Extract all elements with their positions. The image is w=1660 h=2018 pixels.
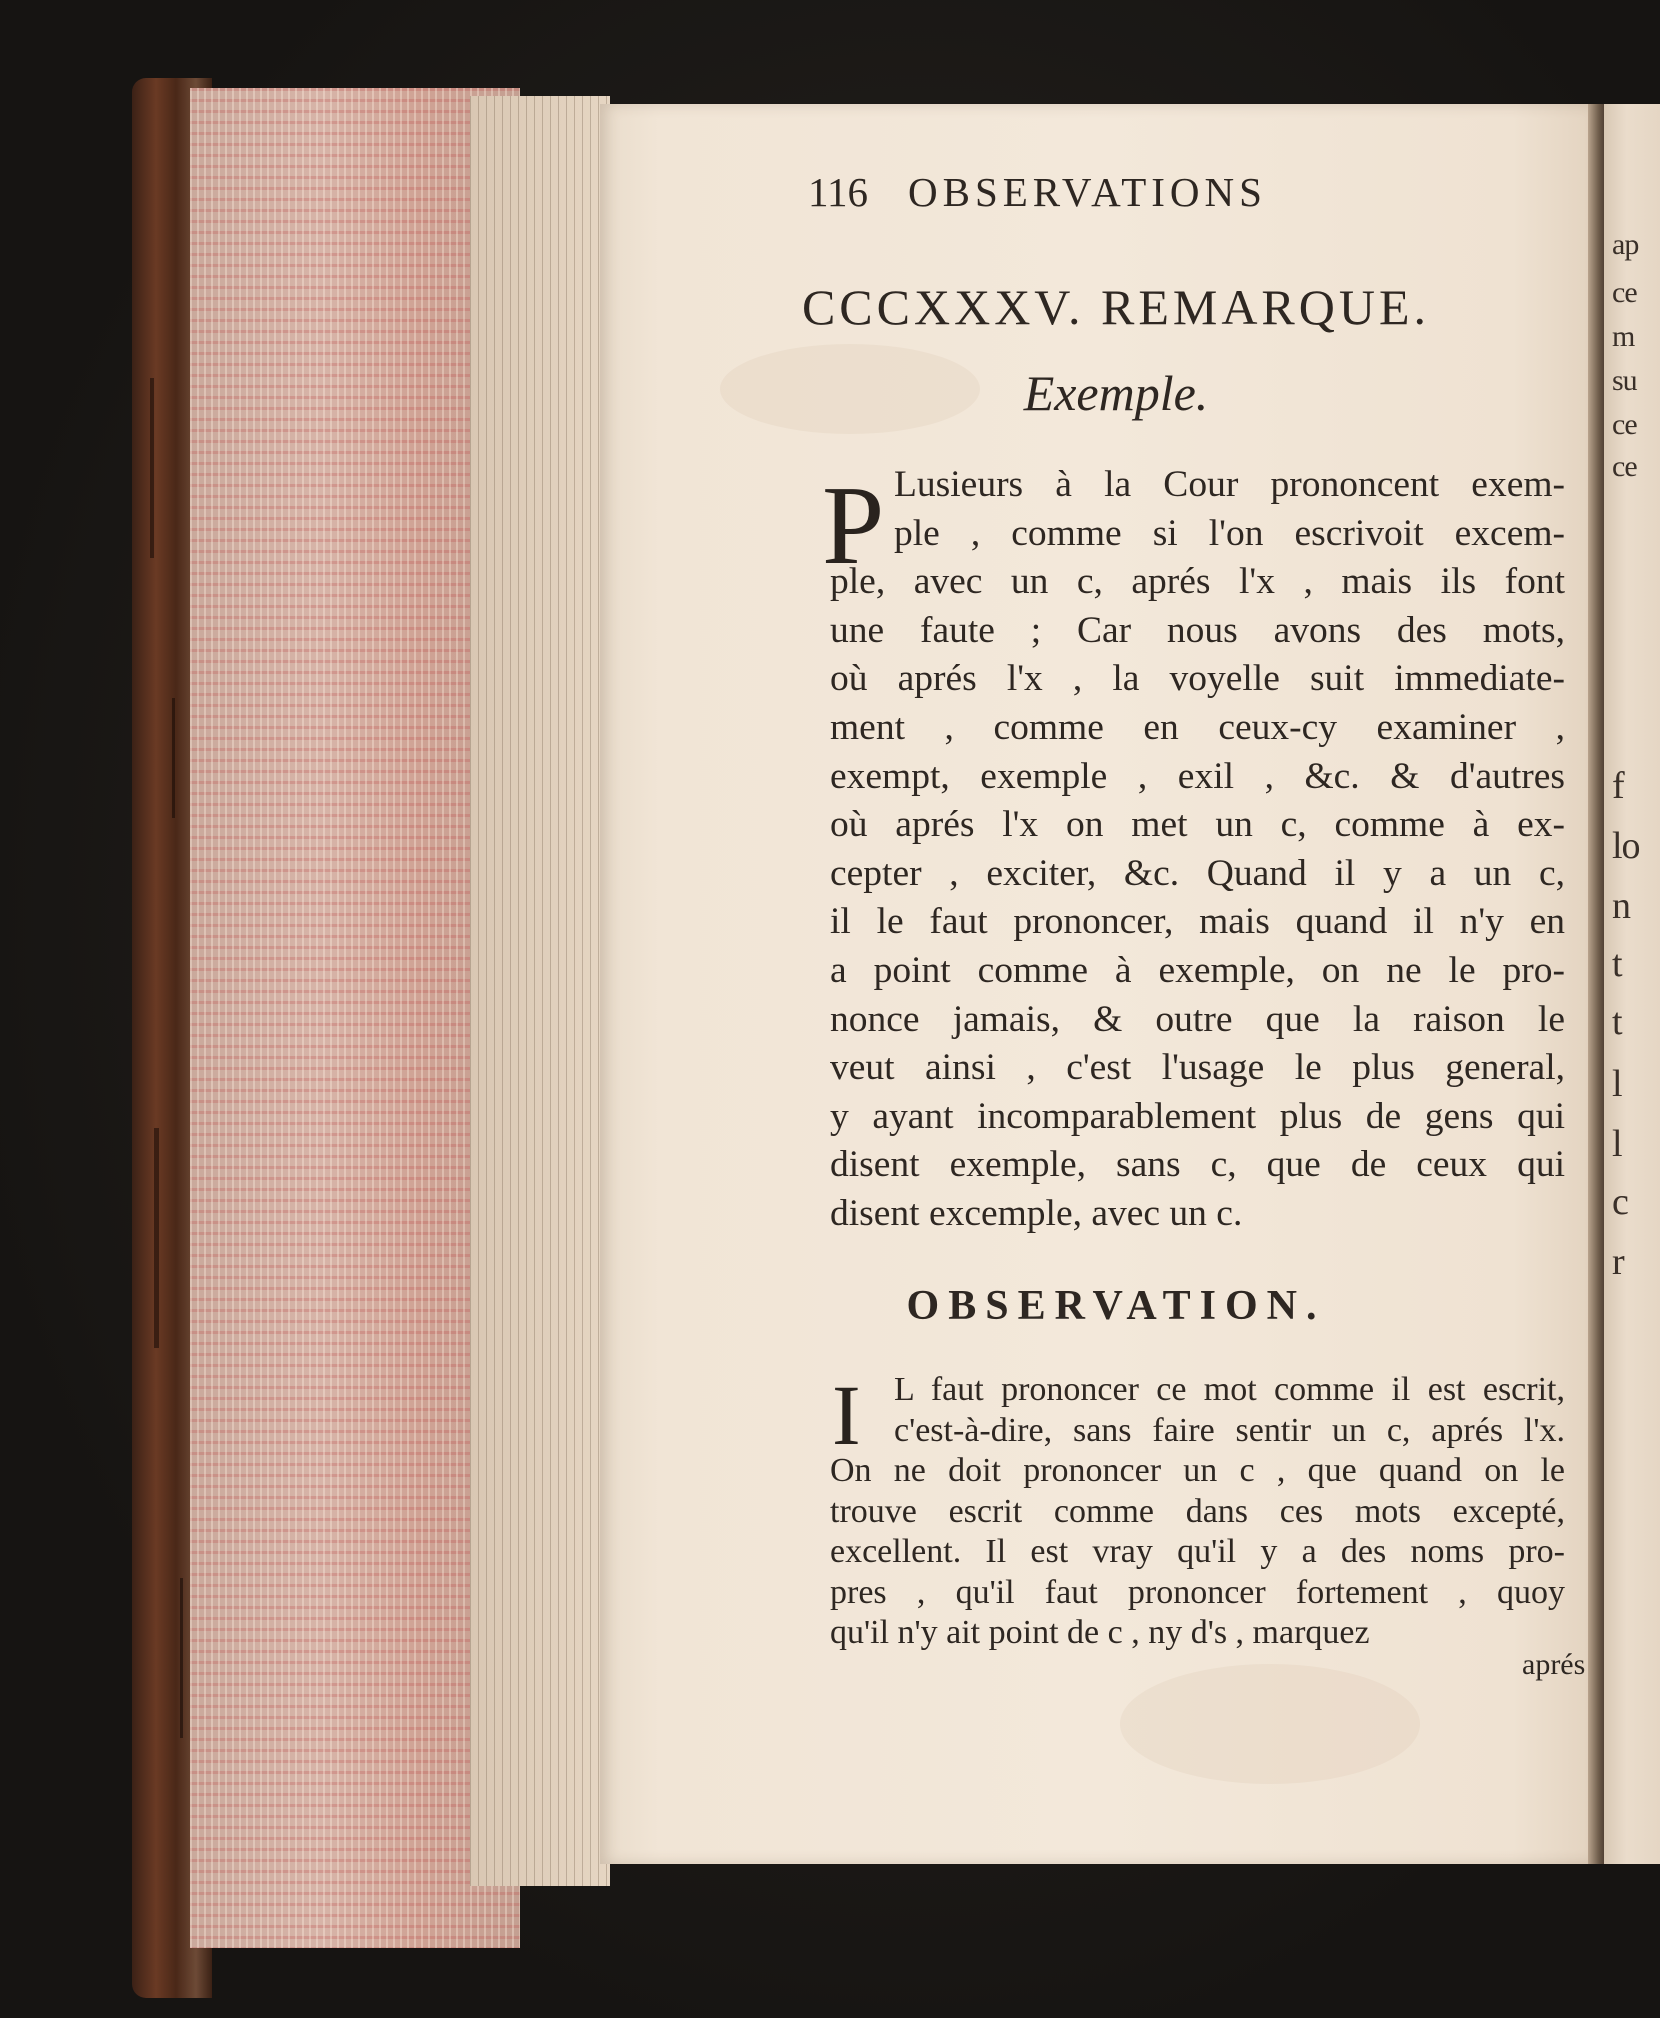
page-stack (470, 96, 610, 1886)
text-line: exempt, exemple , exil , &c. & d'autres (830, 755, 1565, 797)
facing-page-fragment: l (1612, 1063, 1622, 1105)
section-title: OBSERVATION. (906, 1283, 1326, 1329)
running-header (808, 168, 1267, 216)
facing-page-fragment: ap (1612, 228, 1639, 261)
text-line: une faute ; Car nous avons des mots, (830, 609, 1565, 651)
facing-page-fragment: ce (1612, 276, 1637, 309)
text-line: ple, avec un c, aprés l'x , mais ils font (830, 561, 1565, 603)
text-line: où aprés l'x , la voyelle suit immediate- (830, 658, 1565, 700)
text-line: On ne doit prononcer un c , que quand on le (830, 1452, 1565, 1489)
facing-page-fragment: t (1612, 943, 1622, 985)
text-line: veut ainsi , c'est l'usage le plus general, (830, 1047, 1565, 1089)
text-line: L faut prononcer ce mot comme il est escrit, (894, 1371, 1565, 1408)
facing-page (1604, 104, 1660, 1864)
catchword: aprés (1522, 1648, 1586, 1681)
remark-subtitle: Exemple. (1023, 365, 1209, 421)
text-line: disent excemple, avec un c. (830, 1192, 1243, 1234)
text-line: cepter , exciter, &c. Quand il y a un c, (830, 852, 1565, 894)
facing-page-fragment: su (1612, 364, 1637, 397)
facing-page-fragment: t (1612, 1001, 1622, 1043)
text-line: qu'il n'y ait point de c , ny d's , marquez (830, 1614, 1370, 1651)
facing-page-fragment: r (1612, 1241, 1624, 1283)
drop-cap: I (832, 1367, 861, 1463)
text-line: disent exemple, sans c, que de ceux qui (830, 1144, 1565, 1186)
text-line: y ayant incomparablement plus de gens qui (830, 1095, 1565, 1137)
text-line: il le faut prononcer, mais quand il n'y en (830, 901, 1565, 943)
paragraph-observation (830, 1367, 1565, 1654)
facing-page-fragment: f (1612, 765, 1624, 807)
text-line: nonce jamais, & outre que la raison le (830, 998, 1565, 1040)
text-line: où aprés l'x on met un c, comme à ex- (830, 804, 1565, 846)
text-line: a point comme à exemple, on ne le pro- (830, 949, 1565, 991)
facing-page-fragment: ce (1612, 450, 1637, 483)
remark-title: CCCXXXV. REMARQUE. (801, 279, 1431, 335)
text-line: excellent. Il est vray qu'il y a des noms pro- (830, 1533, 1565, 1570)
header-title: OBSERVATIONS (907, 169, 1267, 215)
paragraph-remark (830, 461, 1565, 1239)
facing-page-fragment: n (1612, 885, 1630, 927)
drop-cap: P (822, 464, 885, 588)
text-line: pres , qu'il faut prononcer fortement , quoy (830, 1573, 1565, 1611)
text-line: ple , comme si l'on escrivoit excem- (894, 512, 1565, 554)
text-line: ment , comme en ceux-cy examiner , (830, 706, 1565, 748)
facing-page-fragment: c (1612, 1181, 1628, 1223)
text-line: Lusieurs à la Cour prononcent exem- (894, 464, 1565, 505)
text-line: c'est-à-dire, sans faire sentir un c, aprés l'x. (894, 1411, 1565, 1449)
page-number: 116 (808, 169, 868, 215)
text-line: trouve escrit comme dans ces mots excepté, (830, 1492, 1565, 1530)
facing-page-fragment: m (1612, 320, 1635, 353)
facing-page-fragment: ce (1612, 408, 1637, 441)
facing-page-fragment: lo (1612, 825, 1640, 867)
facing-page-fragment: l (1612, 1123, 1622, 1165)
